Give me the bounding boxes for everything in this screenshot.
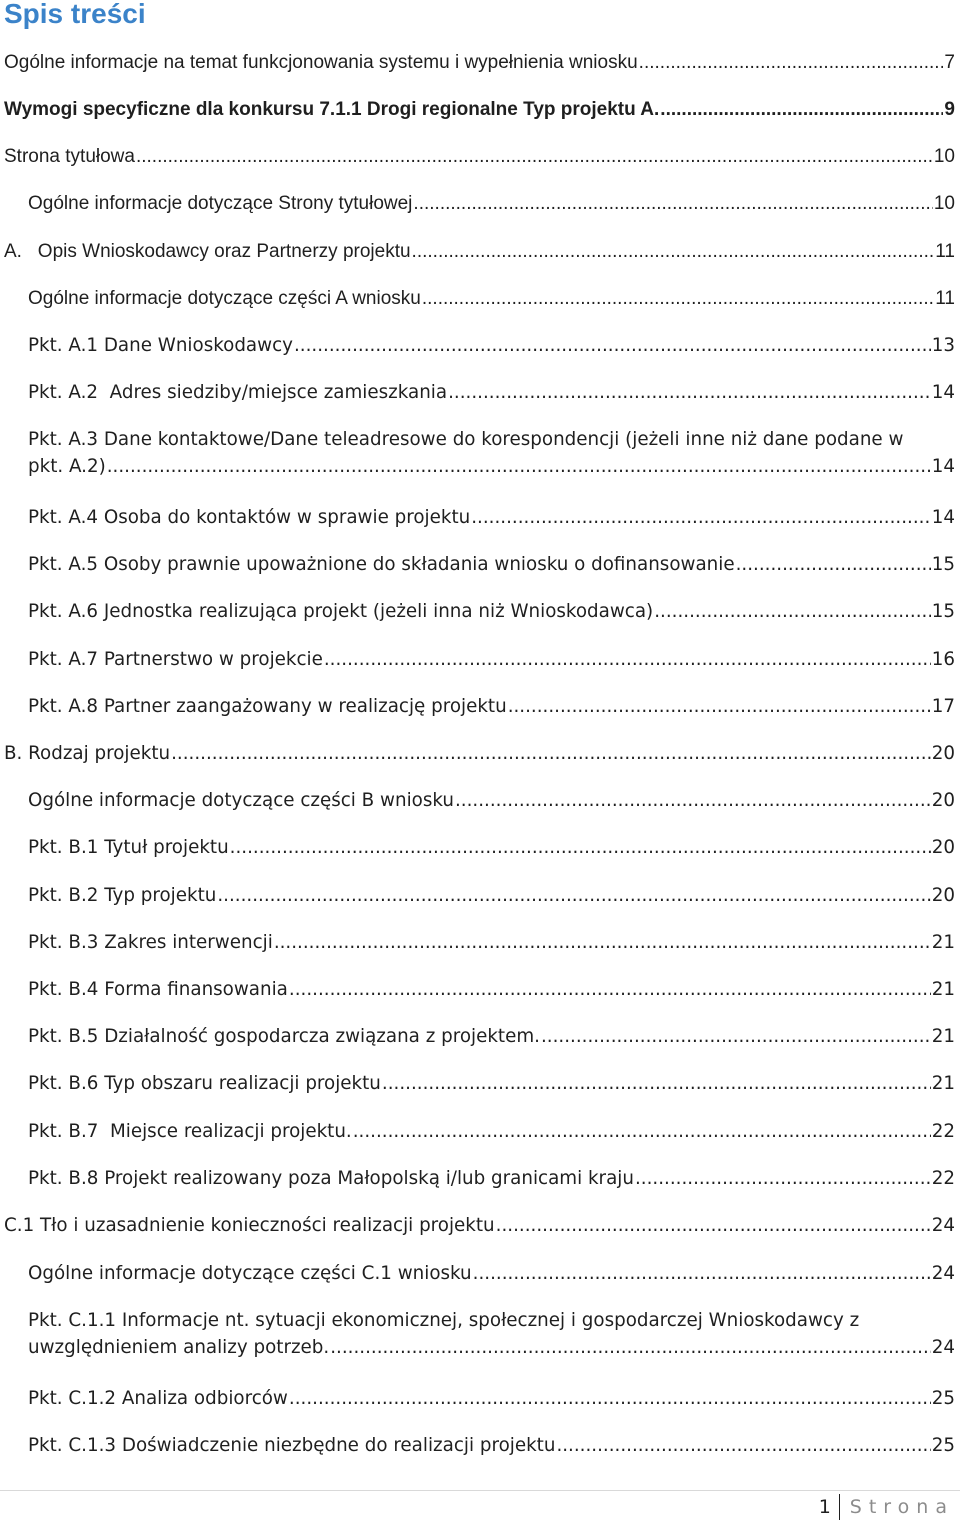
footer-page-word: Strona xyxy=(849,1496,954,1518)
toc-entry[interactable] xyxy=(28,1167,955,1191)
toc-entry[interactable] xyxy=(28,978,955,1002)
toc-leader-dots xyxy=(107,455,931,479)
toc-entry-page: 10 xyxy=(933,193,955,214)
toc-entry[interactable] xyxy=(28,506,955,530)
toc-entry[interactable] xyxy=(28,1072,955,1096)
toc-entry-label: Pkt. C.1.1 Informacje nt. sytuacji ekonomicznej, społecznej i gospodarczej Wnioskodawcy z xyxy=(28,1310,860,1331)
toc-leader-dots xyxy=(330,1336,931,1360)
toc-entry-page: 21 xyxy=(931,1073,955,1094)
toc-leader-dots xyxy=(230,836,931,860)
toc-entry-label: Ogólne informacje na temat funkcjonowania systemu i wypełnienia wniosku xyxy=(4,52,638,73)
toc-entry-label: Ogólne informacje dotyczące części B wniosku xyxy=(28,790,454,811)
toc-entry-page: 22 xyxy=(931,1121,955,1142)
toc-entry[interactable] xyxy=(28,1262,955,1286)
toc-entry-page: 20 xyxy=(931,743,955,764)
toc-entry[interactable] xyxy=(28,287,955,311)
toc-entry-page: 15 xyxy=(931,554,955,575)
toc-entry-page: 10 xyxy=(933,146,955,167)
toc-leader-dots xyxy=(473,1262,931,1286)
toc-entry-page: 15 xyxy=(931,601,955,622)
page-footer xyxy=(819,1494,954,1520)
toc-entry[interactable] xyxy=(4,742,955,766)
toc-leader-dots xyxy=(324,648,931,672)
toc-entry[interactable] xyxy=(28,1120,955,1144)
toc-leader-dots xyxy=(413,192,932,216)
toc-leader-dots xyxy=(635,1167,931,1191)
toc-entry-label: Ogólne informacje dotyczące Strony tytułowej xyxy=(28,193,413,214)
toc-entry[interactable] xyxy=(28,600,955,624)
toc-entry-label: C.1 Tło i uzasadnienie konieczności realizacji projektu xyxy=(4,1215,495,1236)
toc-entry-line2 xyxy=(28,455,955,479)
toc-entry-page: 11 xyxy=(935,241,955,262)
toc-entry[interactable] xyxy=(4,240,955,264)
footer-divider xyxy=(0,1490,960,1491)
toc-leader-dots xyxy=(412,240,935,264)
toc-entry[interactable] xyxy=(28,884,955,908)
toc-entry-label: Ogólne informacje dotyczące części C.1 wniosku xyxy=(28,1263,472,1284)
toc-entry-page: 13 xyxy=(931,335,955,356)
toc-entry-label: Pkt. C.1.3 Doświadczenie niezbędne do realizacji projektu xyxy=(28,1435,556,1456)
toc-entry-page: 11 xyxy=(935,288,955,309)
page-title: Spis treści xyxy=(4,0,146,29)
toc-entry-page: 24 xyxy=(931,1215,955,1236)
toc-entry[interactable] xyxy=(28,695,955,719)
toc-entry-page: 25 xyxy=(931,1435,955,1456)
toc-entry-label: Pkt. B.3 Zakres interwencji xyxy=(28,932,273,953)
footer-page-number: 1 xyxy=(818,1496,831,1518)
toc-entry-page: 21 xyxy=(931,1026,955,1047)
toc-entry-label: Pkt. A.7 Partnerstwo w projekcie xyxy=(28,649,323,670)
toc-leader-dots xyxy=(136,145,933,169)
toc-leader-dots xyxy=(217,884,930,908)
toc-entry[interactable] xyxy=(28,1306,955,1360)
toc-entry[interactable] xyxy=(28,789,955,813)
toc-entry-page: 22 xyxy=(931,1168,955,1189)
toc-entry[interactable] xyxy=(28,553,955,577)
toc-entry-label-continued: pkt. A.2) xyxy=(28,456,106,477)
toc-leader-dots xyxy=(660,98,943,122)
toc-leader-dots xyxy=(382,1072,931,1096)
toc-leader-dots xyxy=(422,287,934,311)
toc-entry-page: 7 xyxy=(944,52,955,73)
toc-entry-label: Ogólne informacje dotyczące części A wniosku xyxy=(28,288,421,309)
toc-entry-label: Pkt. A.5 Osoby prawnie upoważnione do składania wniosku o dofinansowanie xyxy=(28,554,735,575)
toc-entry[interactable] xyxy=(28,836,955,860)
toc-entry-page: 21 xyxy=(931,979,955,1000)
toc-entry[interactable] xyxy=(28,1387,955,1411)
toc-leader-dots xyxy=(274,931,931,955)
toc-entry-label: Pkt. A.2 Adres siedziby/miejsce zamieszkania xyxy=(28,382,448,403)
toc-entry[interactable] xyxy=(28,334,955,358)
toc-leader-dots xyxy=(541,1025,931,1049)
toc-entry-label: Pkt. B.6 Typ obszaru realizacji projektu xyxy=(28,1073,381,1094)
toc-leader-dots xyxy=(289,978,931,1002)
toc-entry[interactable] xyxy=(28,931,955,955)
toc-entry-line2 xyxy=(28,1336,955,1360)
toc-entry-label: Pkt. B.2 Typ projektu xyxy=(28,885,217,906)
toc-entry[interactable] xyxy=(4,145,955,169)
toc-entry-label: B. Rodzaj projektu xyxy=(4,743,171,764)
toc-entry[interactable] xyxy=(4,51,955,75)
toc-entry-page: 24 xyxy=(931,1263,955,1284)
toc-entry-label: Wymogi specyficzne dla konkursu 7.1.1 Drogi regionalne Typ projektu A. xyxy=(4,99,660,120)
toc-leader-dots xyxy=(556,1434,930,1458)
toc-entry-page: 24 xyxy=(931,1337,955,1358)
toc-entry-page: 20 xyxy=(931,790,955,811)
toc-entry-label: Pkt. A.1 Dane Wnioskodawcy xyxy=(28,335,293,356)
toc-entry-page: 25 xyxy=(931,1388,955,1409)
toc-leader-dots xyxy=(736,553,931,577)
toc-leader-dots xyxy=(654,600,931,624)
toc-leader-dots xyxy=(508,695,931,719)
toc-entry-label: Pkt. B.1 Tytuł projektu xyxy=(28,837,229,858)
toc-entry-page: 14 xyxy=(931,382,955,403)
toc-entry-label: Pkt. B.8 Projekt realizowany poza Małopolską i/lub granicami kraju xyxy=(28,1168,634,1189)
toc-entry-label: A. Opis Wnioskodawcy oraz Partnerzy projektu xyxy=(4,241,411,262)
toc-entry-page: 14 xyxy=(931,507,955,528)
toc-leader-dots xyxy=(353,1120,931,1144)
toc-entry[interactable] xyxy=(28,425,955,479)
toc-leader-dots xyxy=(448,381,931,405)
toc-entry-label-continued: uwzględnieniem analizy potrzeb. xyxy=(28,1337,330,1358)
toc-entry-page: 17 xyxy=(931,696,955,717)
toc-leader-dots xyxy=(294,334,931,358)
toc-leader-dots xyxy=(471,506,931,530)
toc-entry-label: Pkt. B.5 Działalność gospodarcza związana z projektem. xyxy=(28,1026,540,1047)
toc-entry-page: 20 xyxy=(931,837,955,858)
toc-entry[interactable] xyxy=(4,1214,955,1238)
toc-leader-dots xyxy=(171,742,931,766)
toc-entry[interactable] xyxy=(4,98,955,122)
toc-entry[interactable] xyxy=(28,381,955,405)
toc-entry-label: Pkt. C.1.2 Analiza odbiorców xyxy=(28,1388,288,1409)
toc-entry[interactable] xyxy=(28,648,955,672)
toc-entry-label: Strona tytułowa xyxy=(4,146,135,167)
toc-leader-dots xyxy=(639,51,944,75)
toc-entry[interactable] xyxy=(28,192,955,216)
toc-entry-label: Pkt. A.4 Osoba do kontaktów w sprawie projektu xyxy=(28,507,471,528)
toc-leader-dots xyxy=(496,1214,931,1238)
toc-entry-label: Pkt. B.7 Miejsce realizacji projektu. xyxy=(28,1121,352,1142)
toc-entry-page: 14 xyxy=(931,456,955,477)
toc-entry-page: 16 xyxy=(931,649,955,670)
toc-entry[interactable] xyxy=(28,1025,955,1049)
toc-entry-label: Pkt. A.6 Jednostka realizująca projekt (jeżeli inna niż Wnioskodawca) xyxy=(28,601,654,622)
toc-entry-page: 20 xyxy=(931,885,955,906)
toc-entry-label: Pkt. B.4 Forma finansowania xyxy=(28,979,288,1000)
toc-leader-dots xyxy=(455,789,931,813)
toc-entry-page: 9 xyxy=(944,99,955,120)
footer-separator xyxy=(839,1494,840,1520)
toc-entry-label: Pkt. A.3 Dane kontaktowe/Dane teleadresowe do korespondencji (jeżeli inne niż dane podane w xyxy=(28,429,904,450)
toc-leader-dots xyxy=(289,1387,931,1411)
toc-entry-page: 21 xyxy=(931,932,955,953)
toc-entry[interactable] xyxy=(28,1434,955,1458)
toc-entry-label: Pkt. A.8 Partner zaangażowany w realizację projektu xyxy=(28,696,507,717)
